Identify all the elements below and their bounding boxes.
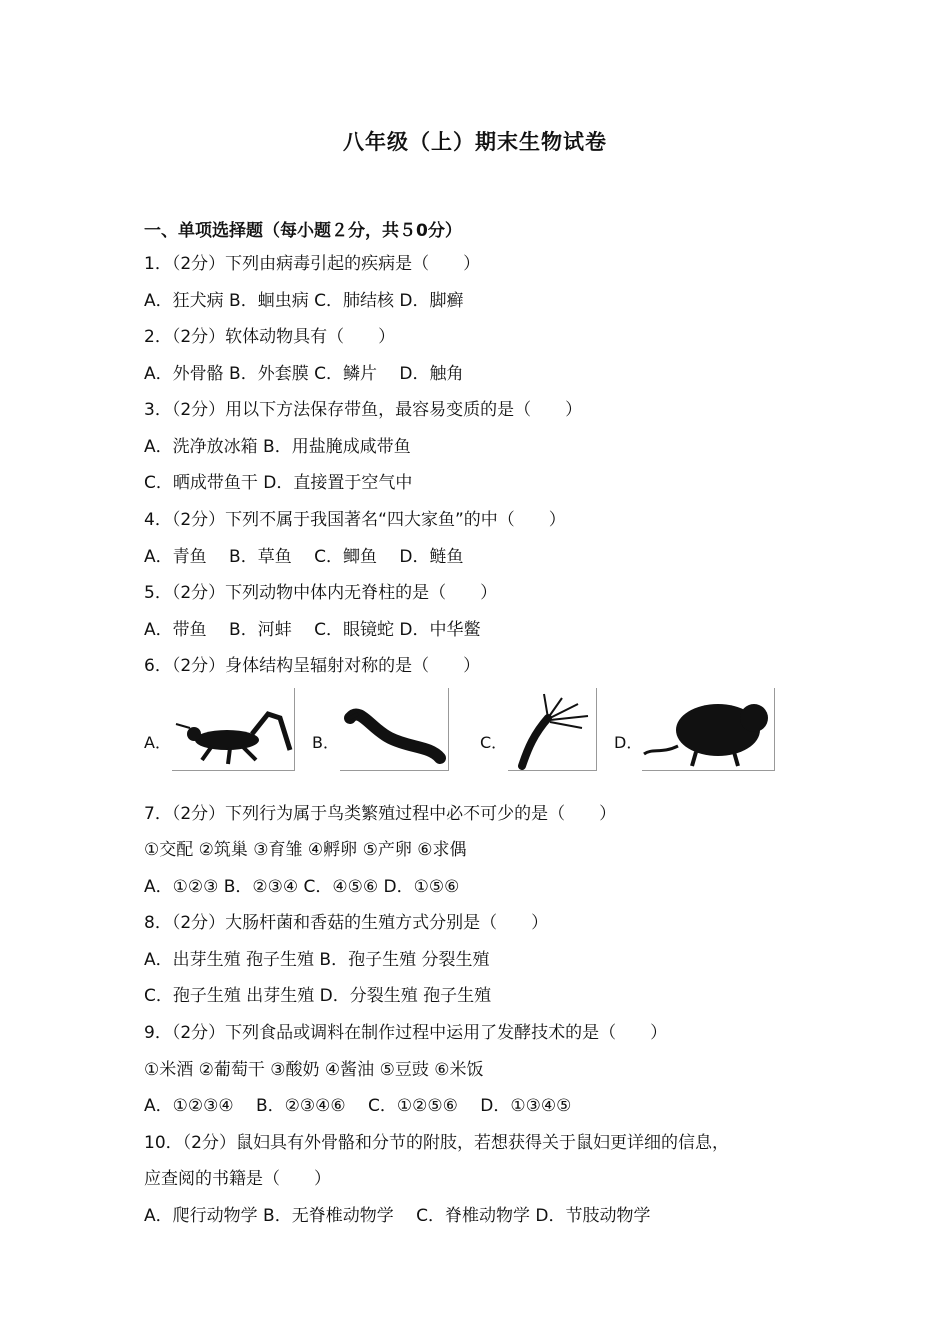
question-line: 2．（2分）软体动物具有（ ） <box>144 327 396 347</box>
answer-line: A．爬行动物学 B．无脊椎动物学 C．脊椎动物学 D．节肢动物学 <box>144 1206 651 1226</box>
question-line: 4．（2分）下列不属于我国著名“四大家鱼”的中（ ） <box>144 510 566 530</box>
question-line: 10．（2分）鼠妇具有外骨骼和分节的附肢，若想获得关于鼠妇更详细的信息， <box>144 1133 729 1153</box>
q6-image-options <box>144 688 804 774</box>
answer-line: A．①②③④ B．②③④⑥ C．①②⑤⑥ D．①③④⑤ <box>144 1096 572 1116</box>
question-line: 7．（2分）下列行为属于鸟类繁殖过程中必不可少的是（ ） <box>144 804 617 824</box>
option-a-label: A． <box>144 733 171 752</box>
question-line: 8．（2分）大肠杆菌和香菇的生殖方式分别是（ ） <box>144 913 549 933</box>
rodent-image <box>642 688 775 771</box>
answer-line: ①米酒 ②葡萄干 ③酸奶 ④酱油 ⑤豆豉 ⑥米饭 <box>144 1060 484 1080</box>
answer-line: A．青鱼 B．草鱼 C．鲫鱼 D．鲢鱼 <box>144 547 464 567</box>
question-line: 6．（2分）身体结构呈辐射对称的是（ ） <box>144 656 481 676</box>
answer-line: A．洗净放冰箱 B．用盐腌成咸带鱼 <box>144 437 411 457</box>
answer-line: A．出芽生殖 孢子生殖 B．孢子生殖 分裂生殖 <box>144 950 490 970</box>
question-line: 9．（2分）下列食品或调料在制作过程中运用了发酵技术的是（ ） <box>144 1023 668 1043</box>
hydra-image <box>508 688 597 771</box>
answer-line: A．外骨骼 B．外套膜 C．鳞片 D．触角 <box>144 364 464 384</box>
answer-line: C．晒成带鱼干 D．直接置于空气中 <box>144 473 413 493</box>
question-line: 应查阅的书籍是（ ） <box>144 1169 331 1189</box>
answer-line: C．孢子生殖 出芽生殖 D．分裂生殖 孢子生殖 <box>144 986 492 1006</box>
question-line: 5．（2分）下列动物中体内无脊柱的是（ ） <box>144 583 498 603</box>
question-line: 3．（2分）用以下方法保存带鱼，最容易变质的是（ ） <box>144 400 583 420</box>
section-heading: 一、单项选择题（每小题２分，共５0分） <box>144 221 462 241</box>
page-title: 八年级（上）期末生物试卷 <box>343 130 607 154</box>
leech-image <box>340 688 449 771</box>
option-b-label: B． <box>312 733 339 752</box>
answer-line: ①交配 ②筑巢 ③育雏 ④孵卵 ⑤产卵 ⑥求偶 <box>144 840 467 860</box>
option-c-label: C． <box>480 733 508 752</box>
option-d-label: D． <box>614 733 643 752</box>
answer-line: A．狂犬病 B．蛔虫病 C．肺结核 D．脚癣 <box>144 291 464 311</box>
answer-line: A．带鱼 B．河蚌 C．眼镜蛇 D．中华鳖 <box>144 620 481 640</box>
grasshopper-image <box>172 688 295 771</box>
question-line: 1．（2分）下列由病毒引起的疾病是（ ） <box>144 254 481 274</box>
answer-line: A．①②③ B．②③④ C．④⑤⑥ D．①⑤⑥ <box>144 877 460 897</box>
